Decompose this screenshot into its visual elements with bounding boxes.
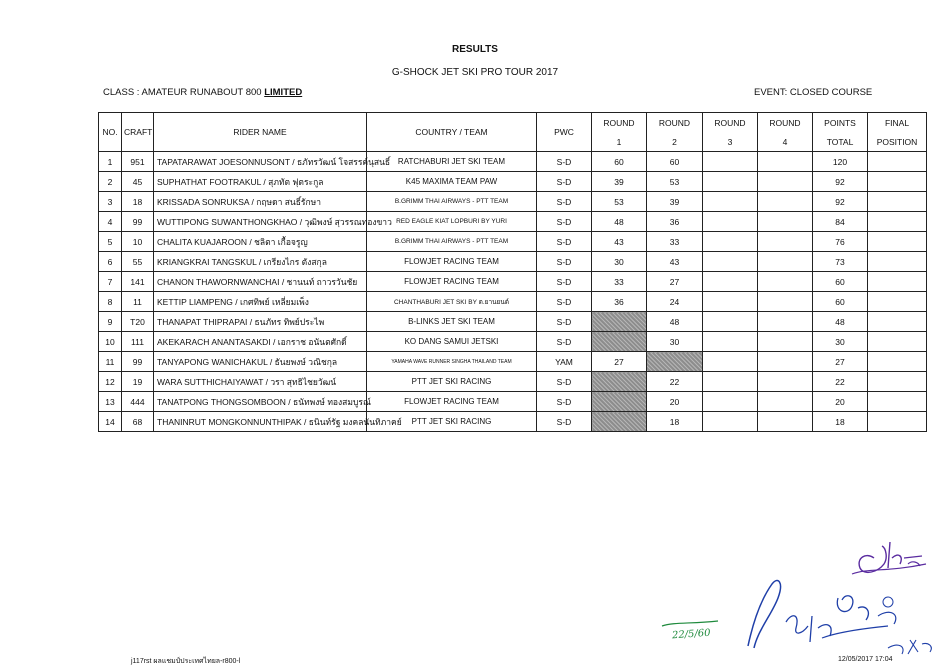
row-team: FLOWJET RACING TEAM	[367, 392, 537, 412]
row-craft: 951	[122, 152, 154, 172]
table-row	[99, 392, 927, 412]
results-table	[98, 112, 927, 432]
row-craft: 18	[122, 192, 154, 212]
row-final	[868, 352, 927, 372]
row-total: 92	[813, 192, 868, 212]
row-round2: 22	[647, 372, 703, 392]
row-final	[868, 212, 927, 232]
table-row	[99, 152, 927, 172]
handwritten-date: 22/5/60	[671, 627, 711, 642]
row-round3	[703, 412, 758, 432]
row-round1: 36	[592, 292, 647, 312]
row-pwc: S-D	[537, 272, 592, 292]
tour-subtitle: G-SHOCK JET SKI PRO TOUR 2017	[391, 67, 559, 78]
footer-timestamp: 12/05/2017 17:04	[838, 656, 893, 663]
row-round4	[758, 352, 813, 372]
table-row	[99, 172, 927, 192]
results-title: RESULTS	[452, 44, 498, 55]
col-round4-num: 4	[758, 132, 813, 152]
row-pwc: S-D	[537, 332, 592, 352]
event-label: EVENT: CLOSED COURSE	[754, 87, 873, 98]
row-round2: 27	[647, 272, 703, 292]
col-final: FINAL	[868, 113, 927, 133]
row-team: B.GRIMM THAI AIRWAYS - PTT TEAM	[367, 192, 537, 212]
col-team: COUNTRY / TEAM	[367, 113, 537, 152]
col-craft: CRAFT	[122, 113, 154, 152]
row-final	[868, 292, 927, 312]
row-round2: 60	[647, 152, 703, 172]
row-round2: 39	[647, 192, 703, 212]
row-round2: 30	[647, 332, 703, 352]
col-rider: RIDER NAME	[154, 113, 367, 152]
row-round3	[703, 352, 758, 372]
row-no: 9	[99, 312, 122, 332]
row-round1-shaded	[592, 372, 647, 392]
row-round4	[758, 272, 813, 292]
row-round4	[758, 312, 813, 332]
table-row	[99, 292, 927, 312]
row-no: 2	[99, 172, 122, 192]
table-row	[99, 252, 927, 272]
row-round1: 33	[592, 272, 647, 292]
row-rider: AKEKARACH ANANTASAKDI / เอกราช อนันตศักดิ์	[154, 332, 367, 352]
row-team: PTT JET SKI RACING	[367, 372, 537, 392]
row-total: 27	[813, 352, 868, 372]
row-round3	[703, 192, 758, 212]
row-rider: THANAPAT THIPRAPAI / ธนภัทร ทิพย์ประไพ	[154, 312, 367, 332]
col-round1-label: ROUND	[592, 113, 647, 133]
col-round3-label: ROUND	[703, 113, 758, 133]
row-round4	[758, 172, 813, 192]
row-total: 60	[813, 292, 868, 312]
row-round3	[703, 232, 758, 252]
row-rider: SUPHATHAT FOOTRAKUL / สุภทัต ฟุตระกูล	[154, 172, 367, 192]
row-total: 20	[813, 392, 868, 412]
row-team: RATCHABURI JET SKI TEAM	[367, 152, 537, 172]
row-round3	[703, 172, 758, 192]
class-label	[103, 87, 302, 98]
table-row	[99, 372, 927, 392]
row-pwc: S-D	[537, 292, 592, 312]
row-rider: TAPATARAWAT JOESONNUSONT / ธภัทรวัฒน์ โจสรรค์นุสนธิ์	[154, 152, 367, 172]
row-round2: 33	[647, 232, 703, 252]
row-rider: CHANON THAWORNWANCHAI / ชานนท์ ถาวรวันชัย	[154, 272, 367, 292]
row-team: KO DANG SAMUI JETSKI	[367, 332, 537, 352]
row-round1: 39	[592, 172, 647, 192]
row-round4	[758, 192, 813, 212]
row-team: CHANTHABURI JET SKI BY ต.ยานยนต์	[367, 292, 537, 312]
row-round2: 48	[647, 312, 703, 332]
row-final	[868, 332, 927, 352]
row-no: 11	[99, 352, 122, 372]
row-pwc: S-D	[537, 192, 592, 212]
row-no: 12	[99, 372, 122, 392]
row-craft: T20	[122, 312, 154, 332]
table-row	[99, 352, 927, 372]
row-round4	[758, 252, 813, 272]
row-total: 120	[813, 152, 868, 172]
row-team: FLOWJET RACING TEAM	[367, 272, 537, 292]
row-final	[868, 152, 927, 172]
class-limited: LIMITED	[264, 87, 303, 98]
row-round1: 30	[592, 252, 647, 272]
row-pwc: S-D	[537, 412, 592, 432]
row-round4	[758, 232, 813, 252]
row-total: 60	[813, 272, 868, 292]
row-final	[868, 192, 927, 212]
row-no: 5	[99, 232, 122, 252]
row-round4	[758, 212, 813, 232]
row-rider: KETTIP LIAMPENG / เกศทิพย์ เหลี่ยมเพ็ง	[154, 292, 367, 312]
table-row	[99, 232, 927, 252]
row-rider: WUTTIPONG SUWANTHONGKHAO / วุฒิพงษ์ สุวรรณทองขาว	[154, 212, 367, 232]
row-round1-shaded	[592, 412, 647, 432]
row-total: 30	[813, 332, 868, 352]
row-pwc: S-D	[537, 172, 592, 192]
signature-bottom-right	[738, 568, 938, 658]
row-no: 4	[99, 212, 122, 232]
row-team: RED EAGLE KIAT LOPBURI BY YURI	[367, 212, 537, 232]
row-round2: 36	[647, 212, 703, 232]
row-rider: WARA SUTTHICHAIYAWAT / วรา สุทธิไชยวัฒน์	[154, 372, 367, 392]
row-rider: KRISSADA SONRUKSA / กฤษดา สนธิ์รักษา	[154, 192, 367, 212]
row-pwc: S-D	[537, 232, 592, 252]
row-round4	[758, 292, 813, 312]
footer-code: j117rst ผลแชมป์ประเทศไทยล-r800-l	[131, 658, 241, 665]
row-craft: 111	[122, 332, 154, 352]
row-final	[868, 172, 927, 192]
row-pwc: YAM	[537, 352, 592, 372]
row-round3	[703, 212, 758, 232]
row-pwc: S-D	[537, 372, 592, 392]
row-no: 10	[99, 332, 122, 352]
row-total: 76	[813, 232, 868, 252]
row-round1: 60	[592, 152, 647, 172]
row-team: K45 MAXIMA TEAM PAW	[367, 172, 537, 192]
table-row	[99, 212, 927, 232]
row-final	[868, 392, 927, 412]
row-craft: 99	[122, 212, 154, 232]
row-round3	[703, 152, 758, 172]
row-no: 7	[99, 272, 122, 292]
row-round1: 43	[592, 232, 647, 252]
table-row	[99, 192, 927, 212]
row-round1: 48	[592, 212, 647, 232]
row-total: 92	[813, 172, 868, 192]
row-round4	[758, 412, 813, 432]
row-round1-shaded	[592, 332, 647, 352]
row-final	[868, 412, 927, 432]
row-no: 1	[99, 152, 122, 172]
row-craft: 10	[122, 232, 154, 252]
green-underline	[660, 618, 720, 630]
row-no: 13	[99, 392, 122, 412]
table-row	[99, 412, 927, 432]
row-no: 14	[99, 412, 122, 432]
col-no: NO.	[99, 113, 122, 152]
row-team: PTT JET SKI RACING	[367, 412, 537, 432]
row-craft: 45	[122, 172, 154, 192]
row-craft: 99	[122, 352, 154, 372]
row-team: B-LINKS JET SKI TEAM	[367, 312, 537, 332]
row-round1-shaded	[592, 392, 647, 412]
col-round1-num: 1	[592, 132, 647, 152]
row-team: YAMAHA WAVE RUNNER SINGHA THAILAND TEAM	[367, 352, 537, 372]
results-body	[99, 152, 927, 432]
row-craft: 11	[122, 292, 154, 312]
row-craft: 19	[122, 372, 154, 392]
row-final	[868, 232, 927, 252]
row-no: 3	[99, 192, 122, 212]
row-total: 18	[813, 412, 868, 432]
table-row	[99, 332, 927, 352]
col-round2-num: 2	[647, 132, 703, 152]
row-round3	[703, 392, 758, 412]
row-pwc: S-D	[537, 312, 592, 332]
row-pwc: S-D	[537, 252, 592, 272]
row-round3	[703, 292, 758, 312]
col-round2-label: ROUND	[647, 113, 703, 133]
class-prefix: CLASS : AMATEUR RUNABOUT 800	[103, 87, 265, 98]
col-pwc: PWC	[537, 113, 592, 152]
row-final	[868, 272, 927, 292]
row-round2-shaded	[647, 352, 703, 372]
row-round2: 53	[647, 172, 703, 192]
row-no: 8	[99, 292, 122, 312]
col-round3-num: 3	[703, 132, 758, 152]
row-rider: CHALITA KUAJAROON / ชลิตา เกื้อจรูญ	[154, 232, 367, 252]
row-rider: TANATPONG THONGSOMBOON / ธนัทพงษ์ ทองสมบูรณ์	[154, 392, 367, 412]
col-total: TOTAL	[813, 132, 868, 152]
row-round4	[758, 392, 813, 412]
row-team: FLOWJET RACING TEAM	[367, 252, 537, 272]
col-points: POINTS	[813, 113, 868, 133]
table-row	[99, 272, 927, 292]
col-position: POSITION	[868, 132, 927, 152]
row-total: 84	[813, 212, 868, 232]
row-pwc: S-D	[537, 392, 592, 412]
row-final	[868, 312, 927, 332]
row-round3	[703, 312, 758, 332]
row-rider: THANINRUT MONGKONNUNTHIPAK / ธนินท์รัฐ มงคลนันทิภาคย์	[154, 412, 367, 432]
row-round4	[758, 332, 813, 352]
row-round3	[703, 272, 758, 292]
row-rider: KRIANGKRAI TANGSKUL / เกรียงไกร ตังสกุล	[154, 252, 367, 272]
row-pwc: S-D	[537, 212, 592, 232]
row-craft: 68	[122, 412, 154, 432]
table-row	[99, 312, 927, 332]
row-round3	[703, 252, 758, 272]
row-total: 73	[813, 252, 868, 272]
row-craft: 55	[122, 252, 154, 272]
row-final	[868, 252, 927, 272]
row-round4	[758, 152, 813, 172]
row-round1: 27	[592, 352, 647, 372]
row-pwc: S-D	[537, 152, 592, 172]
row-total: 48	[813, 312, 868, 332]
row-round2: 43	[647, 252, 703, 272]
row-no: 6	[99, 252, 122, 272]
row-rider: TANYAPONG WANICHAKUL / ธันยพงษ์ วณิชกุล	[154, 352, 367, 372]
row-final	[868, 372, 927, 392]
header-row	[99, 113, 927, 133]
row-team: B.GRIMM THAI AIRWAYS - PTT TEAM	[367, 232, 537, 252]
row-craft: 141	[122, 272, 154, 292]
row-round2: 20	[647, 392, 703, 412]
row-craft: 444	[122, 392, 154, 412]
row-total: 22	[813, 372, 868, 392]
row-round2: 24	[647, 292, 703, 312]
row-round3	[703, 372, 758, 392]
row-round2: 18	[647, 412, 703, 432]
row-round1-shaded	[592, 312, 647, 332]
row-round4	[758, 372, 813, 392]
col-round4-label: ROUND	[758, 113, 813, 133]
row-round3	[703, 332, 758, 352]
row-round1: 53	[592, 192, 647, 212]
